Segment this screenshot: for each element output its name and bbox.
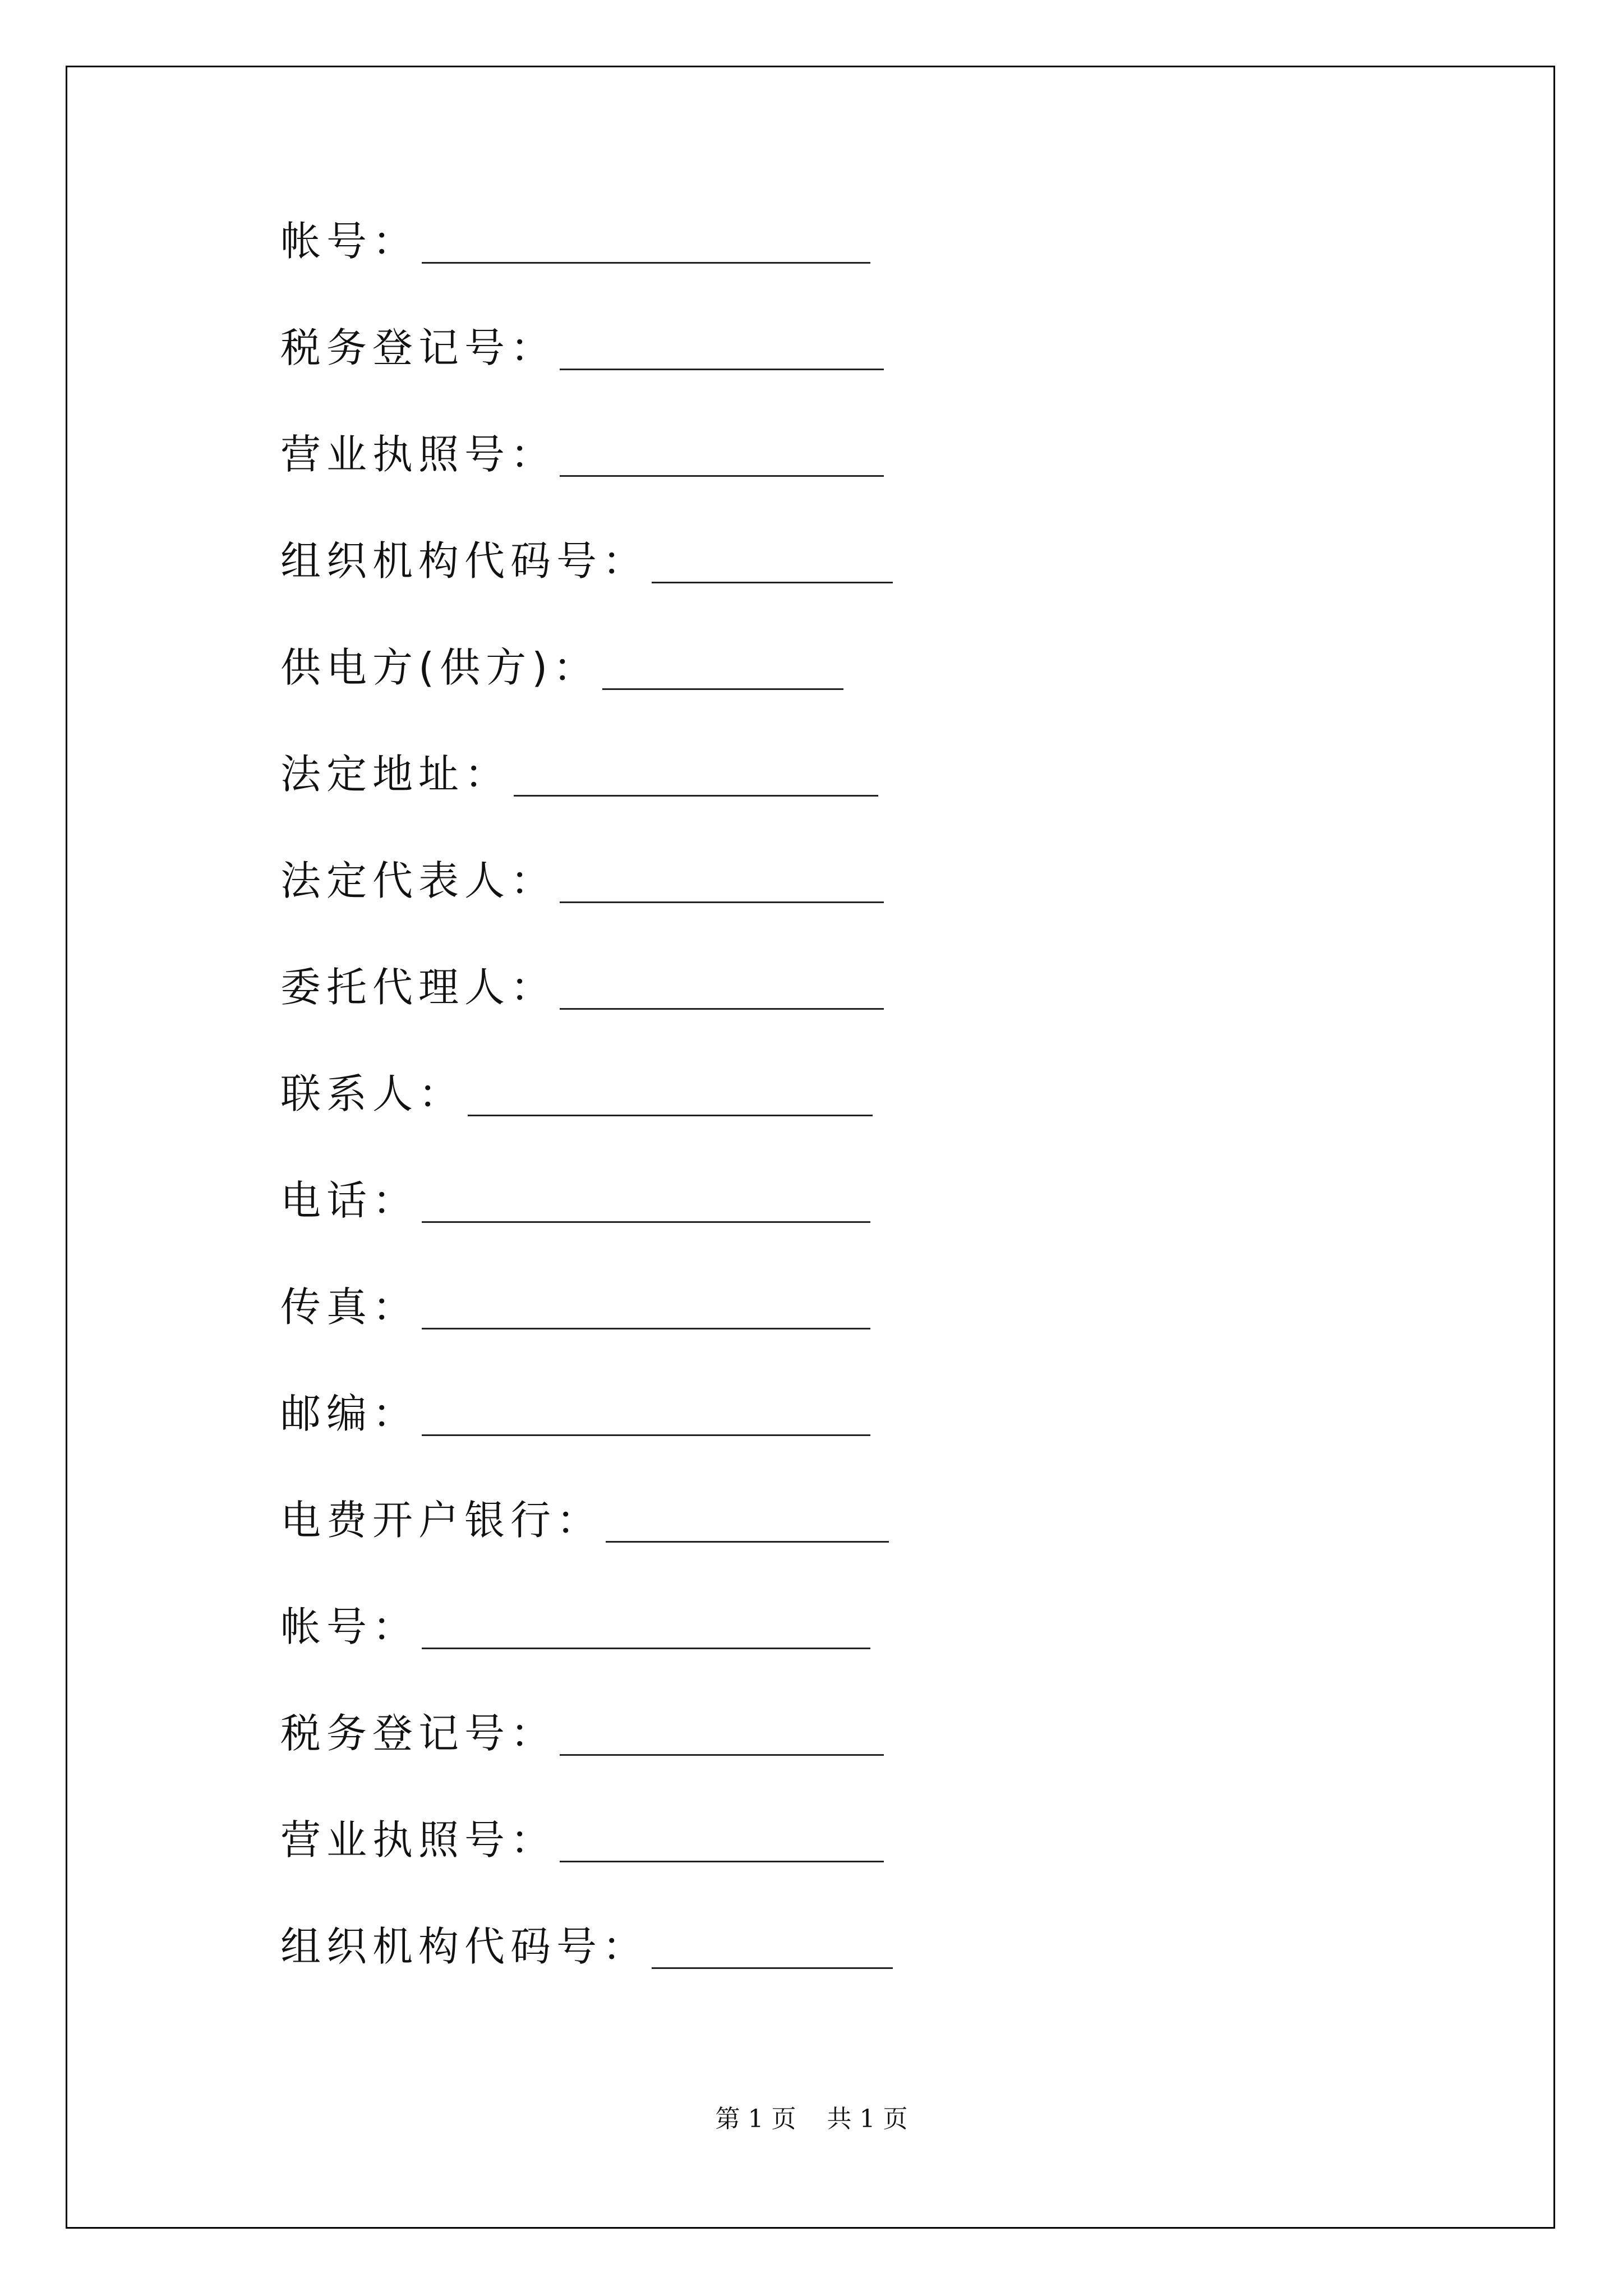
blank-line[interactable] bbox=[422, 1386, 870, 1436]
blank-line[interactable] bbox=[652, 1918, 893, 1969]
field-label: 帐号： bbox=[280, 218, 419, 265]
blank-line[interactable] bbox=[560, 959, 884, 1010]
field-label: 法定地址： bbox=[280, 751, 511, 798]
field-label: 供电方(供方)： bbox=[280, 644, 600, 691]
blank-line[interactable] bbox=[560, 1705, 884, 1756]
field-fax bbox=[280, 1279, 893, 1386]
field-account-1 bbox=[280, 213, 893, 320]
blank-line[interactable] bbox=[606, 1492, 889, 1543]
blank-line[interactable] bbox=[560, 320, 884, 370]
blank-line[interactable] bbox=[560, 853, 884, 903]
blank-line[interactable] bbox=[468, 1066, 873, 1116]
blank-line[interactable] bbox=[652, 533, 893, 583]
field-label: 组织机构代码号： bbox=[280, 537, 649, 585]
current-page-number: 第 1 页 bbox=[715, 2105, 796, 2133]
field-label: 税务登记号： bbox=[280, 324, 557, 371]
field-label: 邮编： bbox=[280, 1390, 419, 1437]
blank-line[interactable] bbox=[422, 1172, 870, 1223]
contract-fields bbox=[280, 213, 893, 2025]
field-label: 税务登记号： bbox=[280, 1710, 557, 1757]
field-label: 传真： bbox=[280, 1283, 419, 1331]
field-label: 联系人： bbox=[280, 1070, 465, 1117]
field-business-license-1 bbox=[280, 426, 893, 533]
field-authorized-agent bbox=[280, 959, 893, 1066]
page-footer bbox=[0, 2102, 1623, 2136]
field-supplier bbox=[280, 639, 893, 746]
blank-line[interactable] bbox=[560, 426, 884, 477]
field-label: 营业执照号： bbox=[280, 1816, 557, 1864]
field-label: 电费开户银行： bbox=[280, 1497, 603, 1544]
total-page-count: 共 1 页 bbox=[827, 2105, 908, 2133]
field-label: 电话： bbox=[280, 1177, 419, 1224]
field-tax-registration-1 bbox=[280, 320, 893, 426]
blank-line[interactable] bbox=[602, 639, 843, 690]
field-legal-address bbox=[280, 746, 893, 853]
blank-line[interactable] bbox=[560, 1812, 884, 1862]
field-telephone bbox=[280, 1172, 893, 1279]
field-label: 营业执照号： bbox=[280, 431, 557, 478]
field-billing-bank bbox=[280, 1492, 893, 1599]
field-label: 法定代表人： bbox=[280, 857, 557, 904]
field-tax-registration-2 bbox=[280, 1705, 893, 1812]
field-business-license-2 bbox=[280, 1812, 893, 1918]
field-account-2 bbox=[280, 1599, 893, 1705]
field-org-code-1 bbox=[280, 533, 893, 639]
field-label: 组织机构代码号： bbox=[280, 1923, 649, 1970]
blank-line[interactable] bbox=[422, 1279, 870, 1329]
field-postcode bbox=[280, 1386, 893, 1492]
field-legal-representative bbox=[280, 853, 893, 959]
blank-line[interactable] bbox=[514, 746, 878, 797]
field-label: 委托代理人： bbox=[280, 964, 557, 1011]
field-org-code-2 bbox=[280, 1918, 893, 2025]
field-contact-person bbox=[280, 1066, 893, 1172]
field-label: 帐号： bbox=[280, 1603, 419, 1650]
blank-line[interactable] bbox=[422, 1599, 870, 1649]
blank-line[interactable] bbox=[422, 213, 870, 264]
